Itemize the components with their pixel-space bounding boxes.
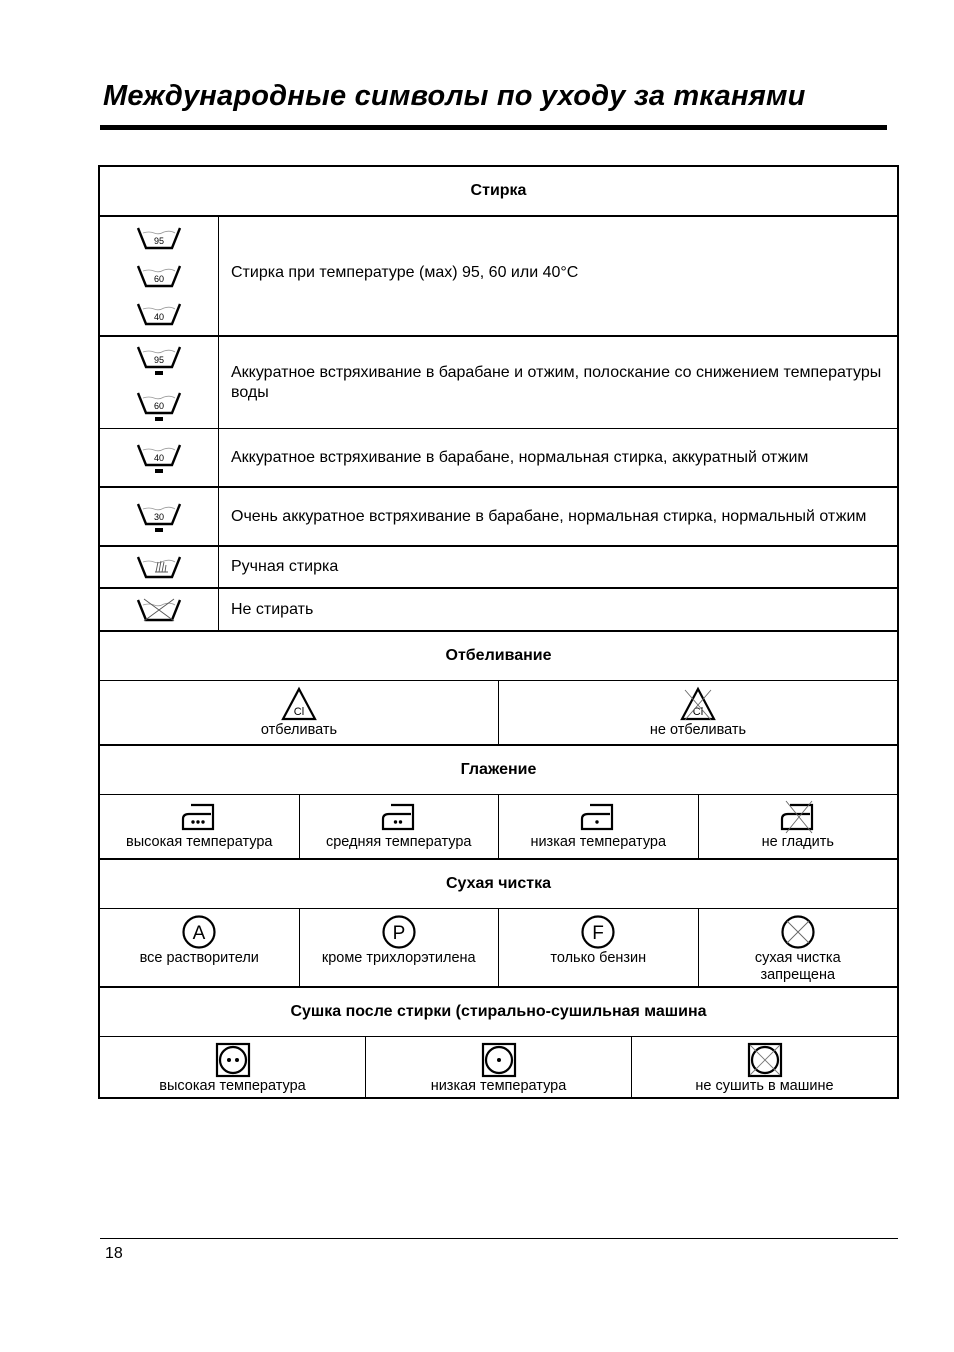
svg-text:40: 40 <box>153 312 165 322</box>
svg-text:60: 60 <box>153 274 165 284</box>
ironing-cell <box>100 795 300 858</box>
ironing-cell <box>499 795 699 858</box>
wash-tub-60-icon <box>134 390 184 422</box>
section-heading-dry-cleaning: Сухая чистка <box>100 860 897 909</box>
section-heading-ironing: Глажение <box>100 746 897 795</box>
washing-row <box>100 337 897 429</box>
wash-tub-40-icon <box>134 442 184 474</box>
tumble-drying-cell <box>366 1037 632 1097</box>
circle-f-icon <box>580 914 616 950</box>
ironing-cell <box>300 795 500 858</box>
symbol-label: только бензин <box>550 950 647 966</box>
circle-p-icon <box>381 914 417 950</box>
wash-tub-40-icon <box>134 301 184 327</box>
no-bleach-icon <box>680 686 716 722</box>
footer-rule <box>100 1238 898 1239</box>
symbol-label: не сушить в машине <box>695 1078 834 1094</box>
washing-row <box>100 488 897 547</box>
symbol-label: низкая температура <box>530 834 667 850</box>
svg-text:Cl: Cl <box>692 706 704 718</box>
wash-tub-60-icon <box>134 263 184 289</box>
page-title: Международные символы по уходу за тканями <box>103 80 806 112</box>
ironing-grid <box>100 795 897 860</box>
svg-text:95: 95 <box>153 236 165 246</box>
symbol-cell <box>100 217 219 335</box>
section-heading-tumble-drying: Сушка после стирки (стирально-сушильная машина <box>100 988 897 1037</box>
dry-cleaning-cell <box>499 909 699 986</box>
washing-row <box>100 217 897 337</box>
circle-a-icon <box>181 914 217 950</box>
tumble-drying-cell <box>100 1037 366 1097</box>
symbol-cell <box>100 337 219 428</box>
no-tumble-dry-icon <box>747 1042 783 1078</box>
bleaching-cell <box>499 681 897 744</box>
svg-text:Cl: Cl <box>293 706 305 718</box>
iron-three-dots-icon <box>179 800 219 834</box>
symbol-cell <box>100 589 219 630</box>
symbol-cell <box>100 547 219 587</box>
svg-text:30: 30 <box>153 511 165 522</box>
dry-cleaning-grid <box>100 909 897 988</box>
iron-one-dot-icon <box>578 800 618 834</box>
description: Стирка при температуре (мах) 95, 60 или 40°C <box>231 264 579 281</box>
symbol-label: сухая чистка запрещена <box>754 950 841 983</box>
no-iron-icon <box>778 800 818 834</box>
symbol-label: высокая температура <box>126 834 273 850</box>
wash-tub-95-icon <box>134 344 184 376</box>
bleaching-cell <box>100 681 499 744</box>
washing-row <box>100 429 897 488</box>
washing-row <box>100 589 897 632</box>
svg-text:95: 95 <box>153 354 165 365</box>
iron-two-dots-icon <box>379 800 419 834</box>
section-heading-washing: Стирка <box>100 167 897 217</box>
symbol-cell <box>100 488 219 545</box>
bleach-triangle-icon <box>281 686 317 722</box>
bleaching-grid <box>100 681 897 746</box>
symbol-label: средняя температура <box>325 834 472 850</box>
description: Аккуратное встряхивание в барабане, нормальная стирка, аккуратный отжим <box>231 448 809 466</box>
symbol-label: все растворители <box>139 950 259 966</box>
washing-rows <box>100 217 897 632</box>
tumble-drying-cell <box>632 1037 897 1097</box>
svg-text:60: 60 <box>153 400 165 411</box>
section-heading-bleaching: Отбеливание <box>100 632 897 681</box>
do-not-wash-icon <box>134 597 184 623</box>
symbol-label: кроме трихлорэтилена <box>321 950 476 966</box>
svg-text:F: F <box>592 923 605 944</box>
tumble-drying-grid <box>100 1037 897 1097</box>
washing-row <box>100 547 897 589</box>
wash-tub-95-icon <box>134 225 184 251</box>
description: Очень аккуратное встряхивание в барабане, нормальная стирка, нормальный отжим <box>231 507 867 525</box>
title-underline <box>100 125 887 130</box>
symbol-label: не гладить <box>761 834 834 850</box>
wash-tub-30-icon <box>134 501 184 533</box>
symbol-label: не отбеливать <box>649 722 747 738</box>
no-dry-clean-icon <box>780 914 816 950</box>
tumble-dry-one-dot-icon <box>481 1042 517 1078</box>
symbol-label: высокая температура <box>159 1078 306 1094</box>
svg-text:A: A <box>192 923 206 944</box>
symbol-label: отбеливать <box>260 722 338 738</box>
description: Не стирать <box>231 600 314 618</box>
hand-wash-icon <box>134 554 184 580</box>
dry-cleaning-cell <box>300 909 500 986</box>
care-symbols-table <box>98 165 899 1099</box>
svg-text:40: 40 <box>153 452 165 463</box>
description: Ручная стирка <box>231 558 339 575</box>
tumble-dry-two-dots-icon <box>215 1042 251 1078</box>
symbol-cell <box>100 429 219 486</box>
svg-text:P: P <box>392 923 406 944</box>
symbol-label: низкая температура <box>430 1078 567 1094</box>
page-number: 18 <box>105 1245 123 1262</box>
dry-cleaning-cell <box>699 909 898 986</box>
dry-cleaning-cell <box>100 909 300 986</box>
description: Аккуратное встряхивание в барабане и отжим, полоскание со снижением температуры воды <box>231 363 882 401</box>
ironing-cell <box>699 795 898 858</box>
